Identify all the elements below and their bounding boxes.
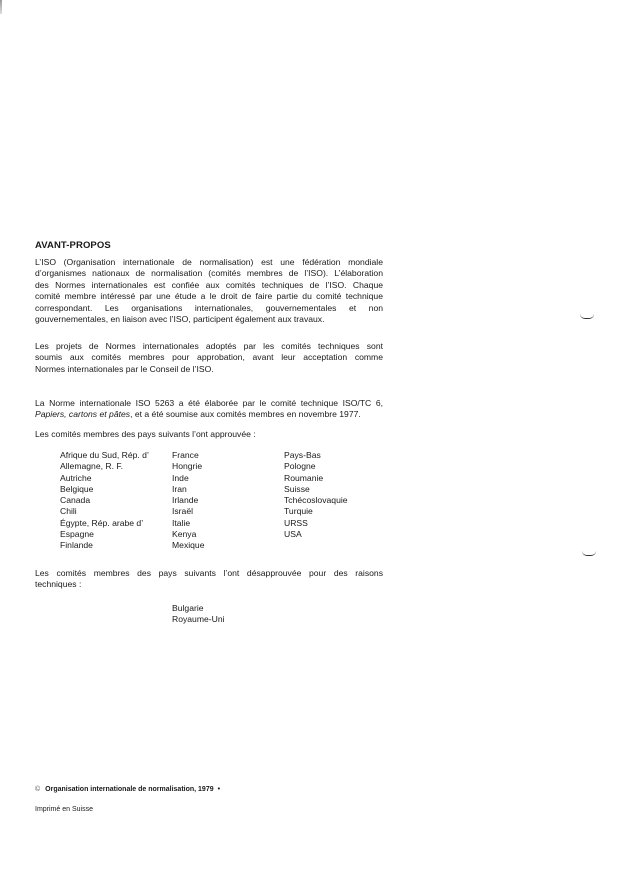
country-item: France (172, 450, 199, 460)
country-item: Allemagne, R. F. (60, 461, 124, 472)
text-line: Normes internationales par le Conseil de l’ISO. (35, 363, 214, 374)
paragraph-approved-intro (35, 429, 383, 440)
country-column-3 (284, 450, 348, 540)
text-line: soumis aux comités membres pour approbation, avant leur acceptation comme (35, 352, 383, 363)
country-item: Inde (172, 472, 189, 483)
paragraph-disapproved-intro (35, 568, 383, 591)
country-item: Afrique du Sud, Rép. d’ (60, 450, 149, 460)
text-line: correspondant. Les organisations internationales, gouvernementales et non (35, 302, 383, 313)
country-item: Autriche (60, 472, 92, 483)
country-item: Canada (60, 495, 91, 506)
text-line: Les comités membres des pays suivants l’ont approuvée : (35, 429, 256, 439)
country-item: Suisse (284, 483, 310, 494)
text-line (35, 409, 383, 420)
country-item: Espagne (60, 529, 94, 540)
paragraph-standard-origin (35, 398, 383, 421)
text-line: gouvernementales, en liaison avec l’ISO, participent également aux travaux. (35, 314, 325, 325)
committee-title: Papiers, cartons et pâtes (35, 409, 131, 420)
paragraph-iso-intro (35, 257, 383, 325)
copyright-text: Organisation internationale de normalisation, 1979 (45, 786, 214, 793)
country-item: Iran (172, 483, 187, 494)
disapproving-countries-list (172, 603, 225, 626)
section-heading: AVANT-PROPOS (35, 240, 111, 251)
text-line: L’ISO (Organisation internationale de normalisation) est une fédération mondiale (35, 257, 383, 267)
country-item: Roumanie (284, 472, 324, 483)
country-item: Hongrie (172, 461, 203, 472)
text-line: techniques : (35, 579, 82, 590)
country-item: Kenya (172, 529, 197, 540)
scan-edge-mark (0, 0, 2, 14)
text-line: comité membre intéressé par une étude a le droit de faire partie du comité technique (35, 291, 383, 302)
text-line: d’organismes nationaux de normalisation (comités membres de l’ISO). L’élaboration (35, 268, 383, 279)
country-item: Égypte, Rép. arabe d’ (60, 517, 144, 528)
country-item: Chili (60, 506, 77, 517)
country-item: Tchécoslovaquie (284, 495, 348, 506)
country-item: Irlande (172, 495, 199, 506)
country-item: URSS (284, 517, 308, 528)
binding-hole-mark (580, 314, 594, 319)
copyright-icon: © (35, 786, 41, 793)
country-item: USA (284, 529, 302, 540)
text-line: La Norme internationale ISO 5263 a été élaborée par le comité technique ISO/TC 6, (35, 398, 383, 408)
country-item: Bulgarie (172, 603, 204, 613)
country-item: Italie (172, 517, 191, 528)
country-item: Finlande (60, 540, 93, 551)
country-column-2 (172, 450, 204, 552)
bullet-icon: • (217, 786, 221, 793)
text-line: Les projets de Normes internationales adoptés par les comités techniques sont (35, 341, 383, 351)
text-line: Les comités membres des pays suivants l’ont désapprouvée pour des raisons (35, 568, 383, 578)
country-item: Belgique (60, 483, 94, 494)
country-item: Mexique (172, 540, 205, 551)
printed-in-notice: Imprimé en Suisse (35, 806, 93, 813)
country-column-1 (60, 450, 149, 552)
copyright-notice (35, 786, 220, 793)
binding-hole-mark (582, 551, 596, 556)
paragraph-draft-process (35, 341, 383, 375)
country-item: Pologne (284, 461, 316, 472)
text-fragment: , et a été soumise aux comités membres en novembre 1977. (130, 409, 361, 420)
country-item: Royaume-Uni (172, 614, 225, 625)
country-item: Turquie (284, 506, 313, 517)
text-line: des Normes internationales est confiée aux comités techniques de l’ISO. Chaque (35, 279, 383, 290)
country-item: Pays-Bas (284, 450, 321, 460)
country-item: Israël (172, 506, 194, 517)
